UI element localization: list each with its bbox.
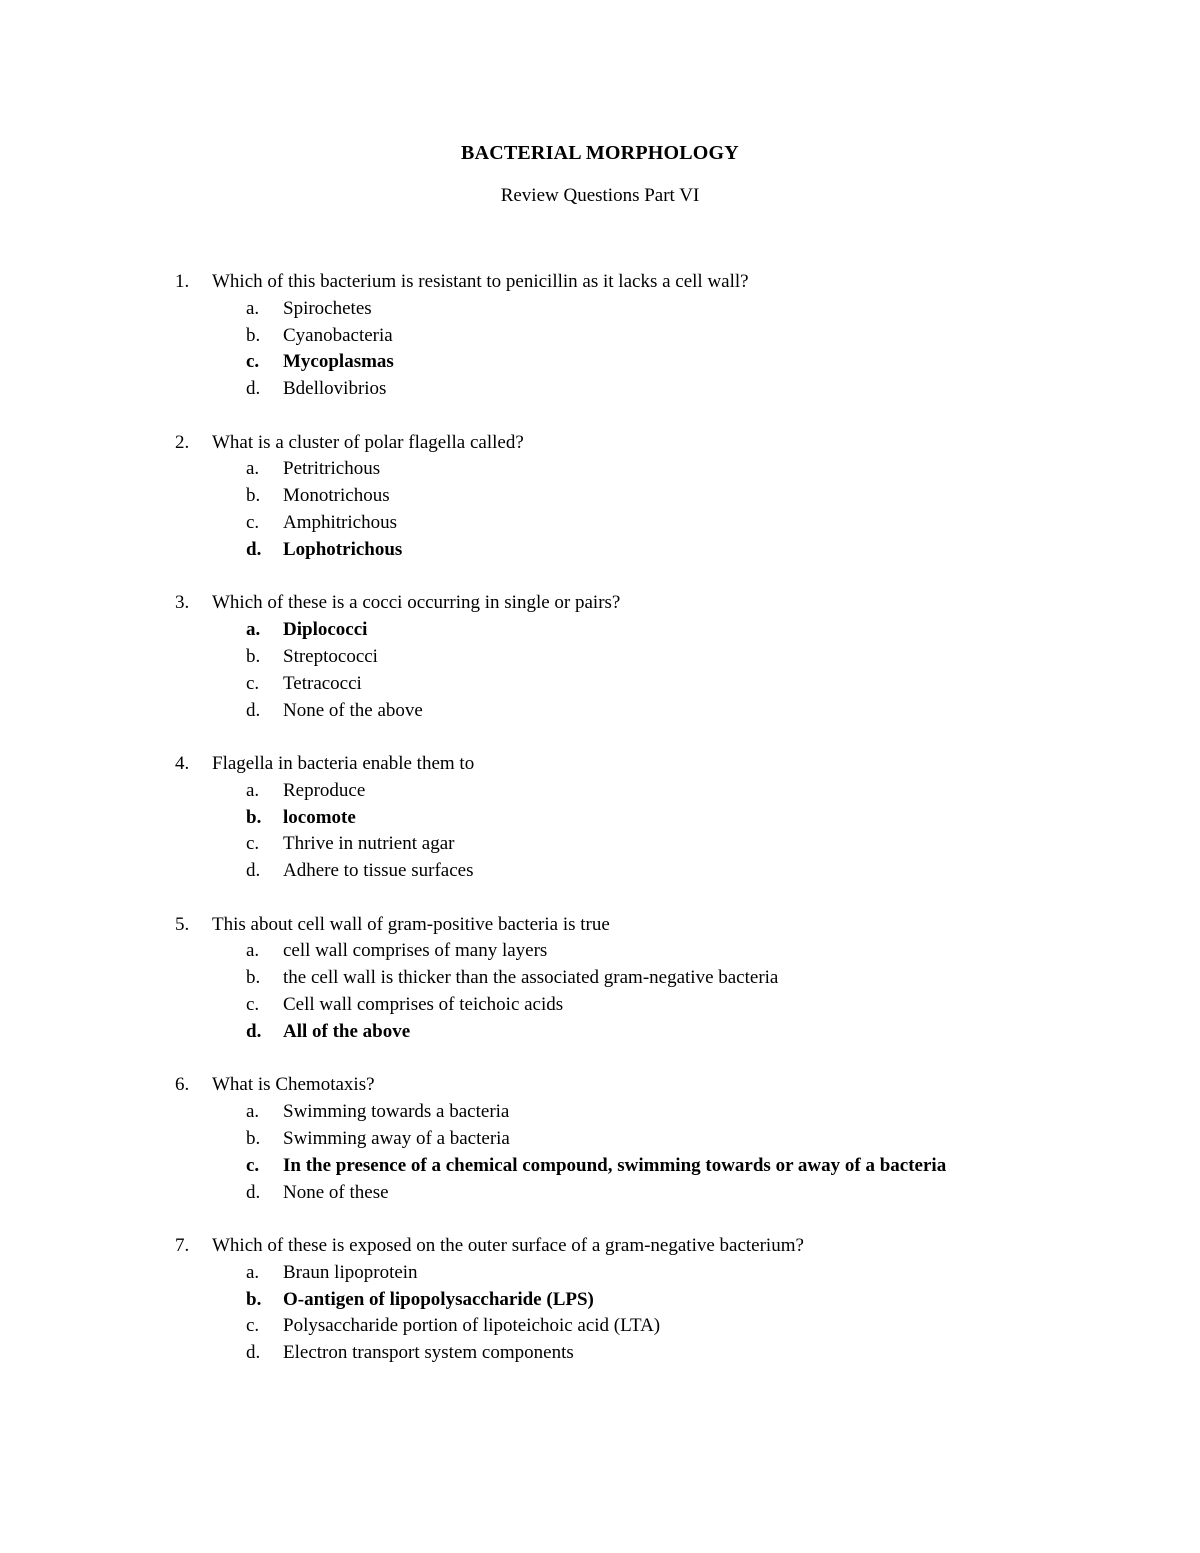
question-line: [0, 1072, 1200, 1099]
answer-option: [0, 1260, 1200, 1287]
option-letter: b.: [246, 806, 262, 828]
answer-option: [0, 510, 1200, 537]
option-text: Diplococci: [283, 619, 368, 641]
answer-option: [0, 617, 1200, 644]
answer-option: [0, 778, 1200, 805]
answer-option: [0, 831, 1200, 858]
option-letter: d.: [246, 699, 261, 721]
answer-option: [0, 671, 1200, 698]
question-1: [0, 269, 1200, 403]
answer-option: [0, 296, 1200, 323]
option-text: Tetracocci: [283, 672, 362, 694]
question-number: 4.: [175, 753, 190, 775]
question-number: 6.: [175, 1074, 190, 1096]
option-text: In the presence of a chemical compound, swimming towards or away of a bacteria: [283, 1154, 947, 1176]
option-text: Reproduce: [283, 779, 366, 801]
option-letter: d.: [246, 1020, 262, 1042]
option-text: Polysaccharide portion of lipoteichoic acid (LTA): [283, 1315, 661, 1337]
option-letter: b.: [246, 1288, 262, 1310]
option-text: None of these: [283, 1181, 389, 1203]
answer-option: [0, 456, 1200, 483]
answer-option: [0, 1019, 1200, 1046]
option-text: Swimming towards a bacteria: [283, 1101, 510, 1123]
answer-option: [0, 376, 1200, 403]
question-line: [0, 430, 1200, 457]
option-text: Adhere to tissue surfaces: [283, 860, 474, 882]
question-2: [0, 430, 1200, 564]
option-letter: b.: [246, 645, 261, 667]
option-text: locomote: [283, 806, 356, 828]
option-letter: a.: [246, 1101, 260, 1123]
option-text: Braun lipoprotein: [283, 1261, 418, 1283]
option-letter: b.: [246, 324, 261, 346]
answer-option: [0, 537, 1200, 564]
option-letter: d.: [246, 860, 261, 882]
answer-option: [0, 805, 1200, 832]
answer-option: [0, 1180, 1200, 1207]
question-number: 1.: [175, 271, 190, 292]
option-letter: d.: [246, 1181, 261, 1203]
document-subtitle: Review Questions Part VI: [500, 185, 700, 206]
answer-option: [0, 644, 1200, 671]
question-text: Which of these is exposed on the outer surface of a gram-negative bacterium?: [212, 1235, 804, 1257]
question-number: 5.: [175, 913, 190, 935]
option-letter: a.: [246, 619, 261, 641]
option-text: Swimming away of a bacteria: [283, 1127, 510, 1149]
option-letter: a.: [246, 297, 260, 319]
option-text: Cell wall comprises of teichoic acids: [283, 994, 564, 1016]
answer-option: [0, 1340, 1200, 1367]
option-letter: a.: [246, 940, 260, 962]
question-4: [0, 751, 1200, 885]
option-text: Spirochetes: [283, 297, 372, 319]
question-line: [0, 751, 1200, 778]
option-text: All of the above: [283, 1020, 411, 1042]
question-number: 7.: [175, 1235, 190, 1257]
question-text: Which of this bacterium is resistant to penicillin as it lacks a cell wall?: [212, 271, 749, 292]
question-text: What is a cluster of polar flagella called?: [212, 431, 524, 453]
question-line: [0, 912, 1200, 939]
answer-option: [0, 698, 1200, 725]
option-text: Streptococci: [283, 645, 378, 667]
answer-option: [0, 1287, 1200, 1314]
question-text: What is Chemotaxis?: [212, 1074, 375, 1096]
option-text: O-antigen of lipopolysaccharide (LPS): [283, 1288, 594, 1310]
option-letter: c.: [246, 1315, 260, 1337]
option-text: Lophotrichous: [283, 538, 403, 560]
option-text: None of the above: [283, 699, 423, 721]
option-text: cell wall comprises of many layers: [283, 940, 548, 962]
option-letter: b.: [246, 485, 261, 507]
answer-option: [0, 483, 1200, 510]
option-letter: c.: [246, 994, 260, 1016]
option-letter: c.: [246, 512, 260, 534]
option-letter: a.: [246, 779, 260, 801]
option-text: Mycoplasmas: [283, 351, 394, 373]
question-text: This about cell wall of gram-positive bacteria is true: [212, 913, 610, 935]
option-letter: d.: [246, 378, 261, 400]
option-letter: c.: [246, 833, 260, 855]
answer-option: [0, 1099, 1200, 1126]
answer-option: [0, 858, 1200, 885]
option-letter: c.: [246, 1154, 260, 1176]
option-text: Bdellovibrios: [283, 378, 387, 400]
answer-option: [0, 1153, 1200, 1180]
question-5: [0, 912, 1200, 1046]
option-letter: b.: [246, 967, 261, 989]
question-6: [0, 1072, 1200, 1206]
question-text: Which of these is a cocci occurring in single or pairs?: [212, 592, 621, 614]
option-text: Cyanobacteria: [283, 324, 393, 346]
option-text: Electron transport system components: [283, 1342, 574, 1364]
question-list: [0, 269, 1200, 1394]
question-line: [0, 269, 1200, 296]
question-text: Flagella in bacteria enable them to: [212, 753, 475, 775]
answer-option: [0, 349, 1200, 376]
option-text: Amphitrichous: [283, 512, 397, 534]
question-7: [0, 1233, 1200, 1367]
option-letter: c.: [246, 351, 260, 373]
answer-option: [0, 992, 1200, 1019]
question-3: [0, 590, 1200, 724]
option-text: Petritrichous: [283, 458, 381, 480]
document-title: BACTERIAL MORPHOLOGY: [461, 142, 739, 164]
option-letter: a.: [246, 1261, 260, 1283]
answer-option: [0, 323, 1200, 350]
question-line: [0, 590, 1200, 617]
answer-option: [0, 1126, 1200, 1153]
option-letter: d.: [246, 1342, 261, 1364]
question-number: 2.: [175, 431, 190, 453]
answer-option: [0, 965, 1200, 992]
answer-option: [0, 938, 1200, 965]
question-number: 3.: [175, 592, 190, 614]
option-letter: d.: [246, 538, 262, 560]
answer-option: [0, 1313, 1200, 1340]
option-letter: c.: [246, 672, 260, 694]
option-text: Monotrichous: [283, 485, 390, 507]
option-text: the cell wall is thicker than the associated gram-negative bacteria: [283, 967, 779, 989]
option-letter: b.: [246, 1127, 261, 1149]
option-text: Thrive in nutrient agar: [283, 833, 455, 855]
question-line: [0, 1233, 1200, 1260]
option-letter: a.: [246, 458, 260, 480]
